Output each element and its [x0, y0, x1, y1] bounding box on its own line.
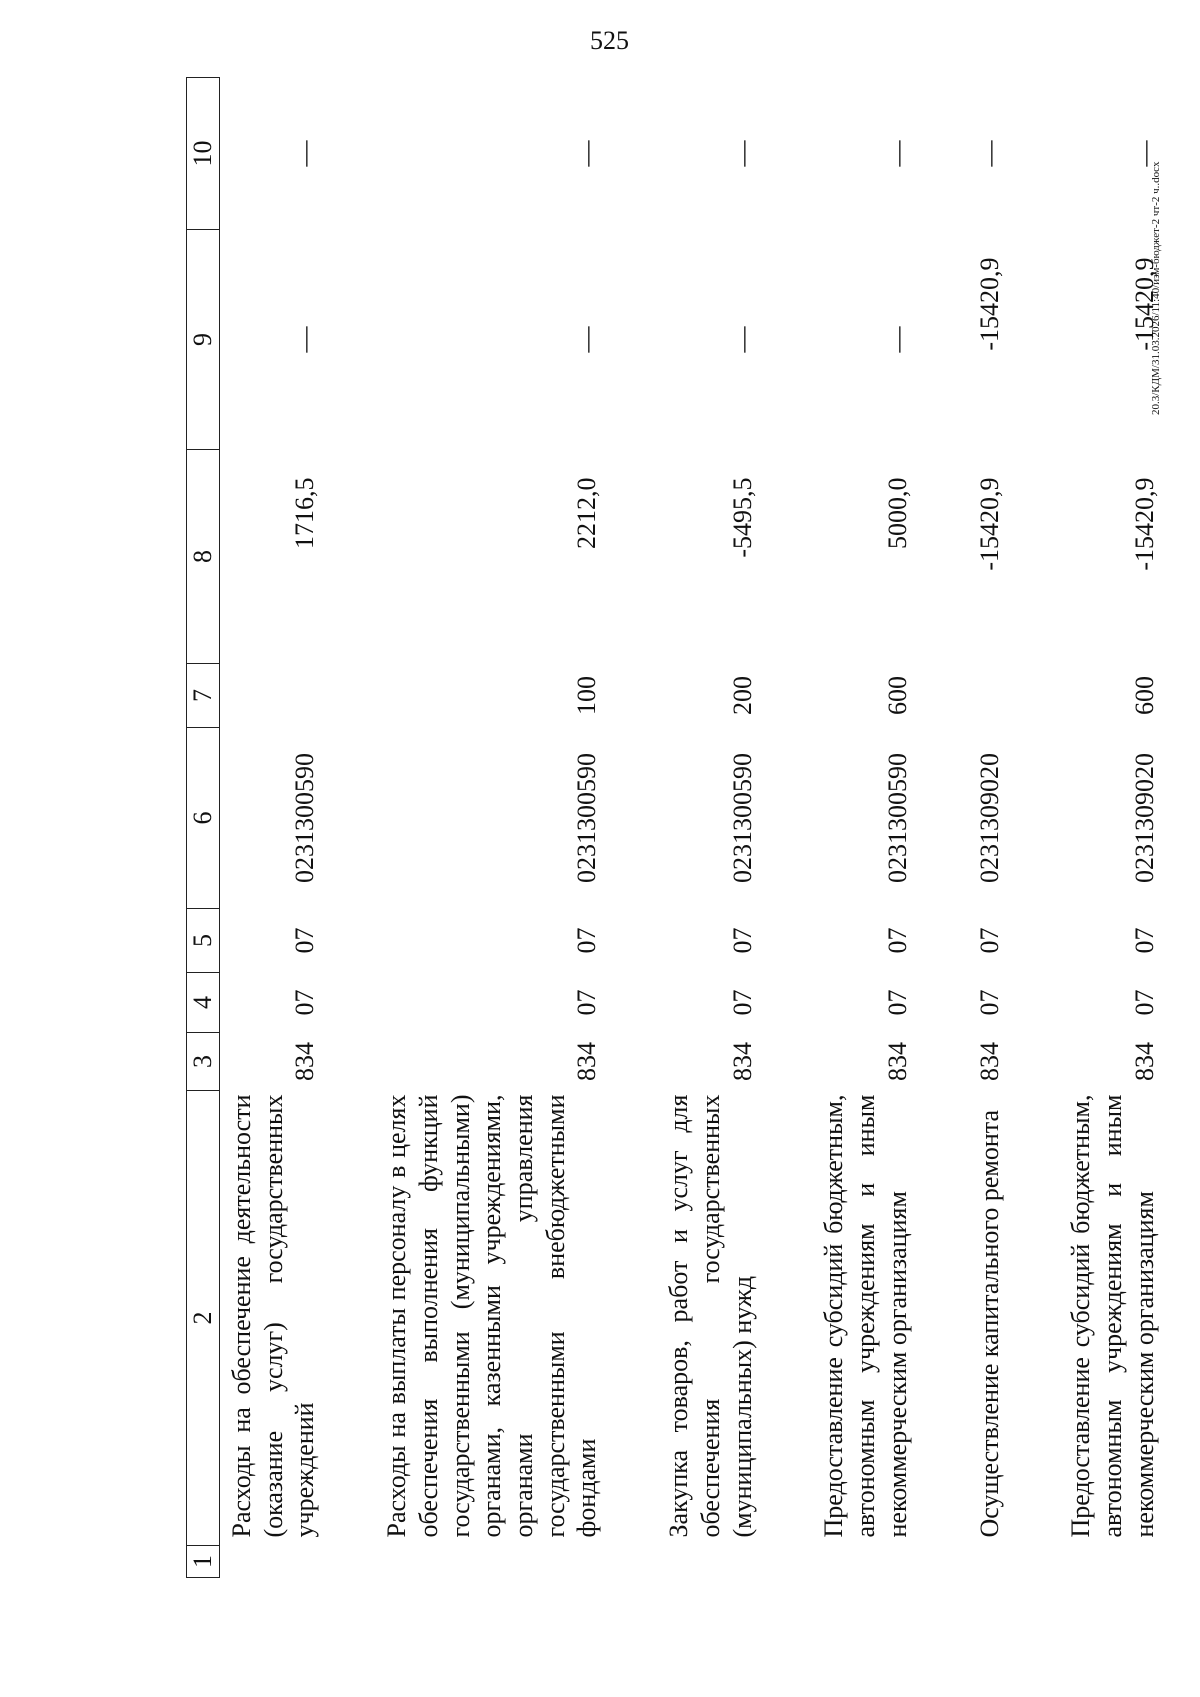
row-pr: 07 — [290, 927, 320, 954]
row-csr: 0231309020 — [974, 753, 1004, 883]
row-sum1: 2212,0 — [572, 477, 602, 549]
header-col-3: 3 — [187, 1033, 220, 1091]
table-row — [1059, 78, 1164, 1578]
row-sum3: — — [572, 140, 602, 167]
header-col-5: 5 — [187, 909, 220, 973]
row-vr — [968, 664, 1010, 728]
row-name: Осуществление капитального ремонта — [974, 1109, 1004, 1538]
row-pr: 07 — [727, 927, 757, 954]
row-rz: 07 — [727, 989, 757, 1016]
row-grbs: 834 — [1129, 1042, 1159, 1081]
row-vr: 600 — [1129, 676, 1159, 715]
row-name: Расходы на обеспечение деятельности (оказание услуг) государственных учреждений — [227, 1094, 320, 1538]
row-sum2: -15420,9 — [974, 257, 1004, 351]
row-sum2: — — [727, 326, 757, 353]
header-col-2: 2 — [187, 1091, 220, 1546]
row-pr: 07 — [572, 927, 602, 954]
row-csr: 0231300590 — [290, 753, 320, 883]
page-number: 525 — [590, 26, 629, 55]
row-name: Предоставление субсидий бюджетным, автономным учреждениям и иным некоммерческим организациям — [1066, 1094, 1159, 1538]
row-sum1: 1716,5 — [290, 477, 320, 549]
row-sum2: — — [882, 326, 912, 353]
row-sum1: 5000,0 — [882, 477, 912, 549]
row-sum1: -5495,5 — [727, 477, 757, 558]
header-col-1: 1 — [187, 1546, 220, 1578]
row-pr: 07 — [882, 927, 912, 954]
table-row — [375, 78, 607, 1578]
row-csr: 0231300590 — [572, 753, 602, 883]
row-grbs: 834 — [572, 1042, 602, 1081]
row-pr: 07 — [1129, 927, 1159, 954]
budget-table-wrapper — [186, 78, 1186, 1578]
row-rz: 07 — [882, 989, 912, 1016]
row-vr: 200 — [727, 676, 757, 715]
header-col-4: 4 — [187, 973, 220, 1033]
row-rz: 07 — [572, 989, 602, 1016]
row-sum3: — — [727, 140, 757, 167]
footer-note-text: 20.3/КДМ/31.03.2026/11:40/изм-бюджет-2 чт-2 ч..docx — [1150, 161, 1162, 415]
row-csr: 0231300590 — [727, 753, 757, 883]
table-row — [812, 78, 917, 1578]
row-vr: 100 — [572, 676, 602, 715]
row-csr: 0231300590 — [882, 753, 912, 883]
row-rz: 07 — [1129, 989, 1159, 1016]
header-col-7: 7 — [187, 664, 220, 728]
row-rz: 07 — [290, 989, 320, 1016]
row-grbs: 834 — [882, 1042, 912, 1081]
row-grbs: 834 — [974, 1042, 1004, 1081]
row-grbs: 834 — [727, 1042, 757, 1081]
row-vr: 600 — [882, 676, 912, 715]
row-name: Предоставление субсидий бюджетным, автономным учреждениям и иным некоммерческим организациям — [819, 1094, 912, 1538]
row-vr — [220, 664, 326, 728]
table-row — [657, 78, 762, 1578]
row-pr: 07 — [974, 927, 1004, 954]
row-grbs: 834 — [290, 1042, 320, 1081]
header-col-10: 10 — [187, 78, 220, 230]
header-col-8: 8 — [187, 450, 220, 664]
table-header-row — [187, 78, 220, 1578]
row-sum1: -15420,9 — [1129, 477, 1159, 571]
row-sum3: — — [1129, 140, 1159, 167]
header-col-9: 9 — [187, 230, 220, 450]
row-sum3: — — [882, 140, 912, 167]
row-rz: 07 — [974, 989, 1004, 1016]
row-sum3: — — [290, 140, 320, 167]
row-csr: 0231309020 — [1129, 753, 1159, 883]
row-sum2: — — [572, 326, 602, 353]
table-row — [968, 78, 1010, 1578]
row-name: Закупка товаров, работ и услуг для обеспечения государственных (муниципальных) нужд — [664, 1094, 757, 1538]
header-col-6: 6 — [187, 728, 220, 909]
budget-table — [186, 77, 1164, 1578]
row-sum2: — — [290, 326, 320, 353]
table-row — [220, 78, 326, 1578]
row-name: Расходы на выплаты персоналу в целях обеспечения выполнения функций государственными (муниципальными) органами, казенными учреждениями, органами управления государственными внебюджетными фондами — [382, 1094, 602, 1538]
row-sum2: -15420,9 — [1129, 257, 1159, 351]
row-sum3: — — [974, 140, 1004, 167]
row-sum1: -15420,9 — [974, 477, 1004, 571]
